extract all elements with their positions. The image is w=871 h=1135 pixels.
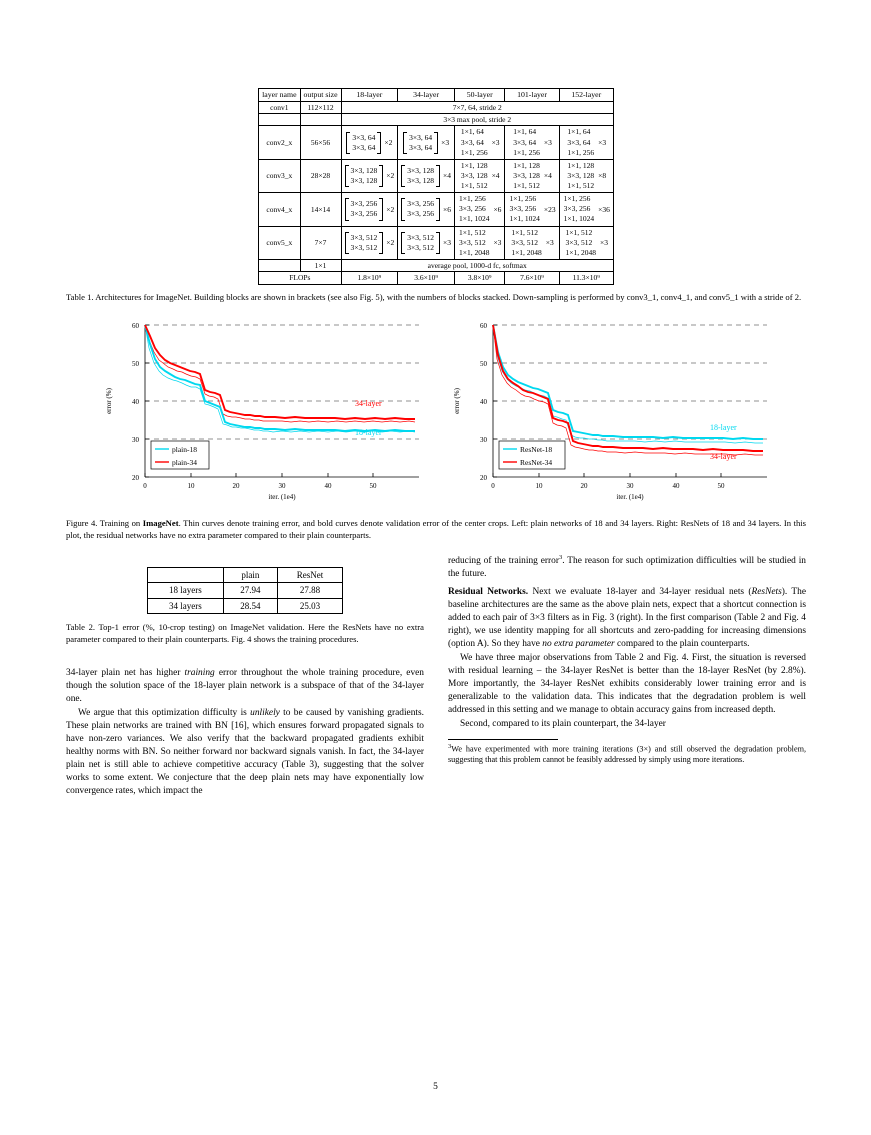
cell-layer-name: conv1 [259, 101, 300, 113]
cell-output-size: 56×56 [300, 126, 341, 159]
right-p2-part-c: compared to the plain counterparts. [614, 638, 750, 649]
two-column-body [66, 553, 806, 798]
col-header-18-layer: 18-layer [341, 89, 398, 102]
block-line: 1×1, 64 [567, 127, 591, 137]
svg-text:40: 40 [324, 482, 332, 491]
table-row-conv4 [259, 193, 614, 226]
block-multiplier: ×3 [493, 238, 502, 248]
table-2 [147, 567, 343, 614]
block-line: 3×3, 128 [567, 170, 595, 180]
block-line: 3×3, 128 [460, 170, 488, 180]
page-content [66, 88, 806, 798]
chart-plain-networks [97, 317, 427, 512]
left-p2-part-a: We argue that this optimization difficulty is [78, 707, 251, 718]
block-multiplier: ×4 [442, 171, 451, 181]
table-row-conv3 [259, 159, 614, 192]
annotation-34-layer: 34-layer [710, 452, 737, 462]
block-line: 3×3, 128 [513, 170, 540, 180]
svg-text:30: 30 [626, 482, 634, 491]
left-p1-part-b: error throughout the whole training procedure, even though the solution space of the 18-layer plain network is a subspace of that of the 34-layer one. [66, 668, 424, 704]
table-row [259, 89, 614, 102]
cell-block-101 [505, 126, 559, 159]
cell-maxpool-spec: 3×3 max pool, stride 2 [341, 114, 613, 126]
cell-flops-18: 1.8×10⁹ [341, 272, 398, 284]
block-line: 1×1, 64 [513, 127, 537, 137]
block-multiplier: ×2 [384, 137, 393, 147]
svg-text:30: 30 [278, 482, 286, 491]
block-line: 1×1, 128 [567, 160, 595, 170]
svg-text:50: 50 [132, 360, 139, 369]
block-line: 1×1, 512 [460, 181, 488, 191]
block-line: 3×3, 64 [460, 137, 484, 147]
cell-layer-name: conv5_x [259, 226, 300, 259]
cell-block-18 [341, 193, 398, 226]
block-multiplier: ×4 [491, 171, 500, 181]
cell-flops-label: FLOPs [259, 272, 341, 284]
cell-block-34 [398, 226, 455, 259]
block-multiplier: ×2 [386, 204, 395, 214]
cell-block-101 [505, 193, 559, 226]
cell-block-18 [341, 226, 398, 259]
block-multiplier: ×3 [543, 137, 552, 147]
block-line: 3×3, 256 [407, 209, 434, 219]
cell-plain-34: 28.54 [223, 598, 277, 613]
cell-flops-152: 11.3×10⁹ [559, 272, 613, 284]
page-number: 5 [433, 1082, 438, 1092]
right-paragraph-2 [448, 586, 806, 651]
block-line: 3×3, 128 [350, 176, 378, 186]
block-line: 3×3, 256 [407, 199, 434, 209]
block-multiplier: ×3 [441, 137, 450, 147]
cell-output-size: 14×14 [300, 193, 341, 226]
figure-4-caption-bold: ImageNet [142, 518, 179, 529]
block-multiplier: ×3 [598, 137, 607, 147]
block-line: 1×1, 1024 [563, 214, 595, 224]
cell-block-50 [454, 193, 504, 226]
block-line: 1×1, 512 [565, 227, 593, 237]
block-line: 1×1, 128 [513, 160, 540, 170]
svg-text:50: 50 [480, 360, 487, 369]
block-line: 3×3, 64 [567, 137, 591, 147]
block-line: 1×1, 256 [513, 147, 540, 157]
cell-conv1-spec: 7×7, 64, stride 2 [341, 101, 613, 113]
svg-text:40: 40 [132, 398, 139, 407]
block-line: 3×3, 64 [513, 137, 537, 147]
left-p1-italic: training [184, 668, 215, 679]
cell-block-50 [454, 159, 504, 192]
figure-4-caption [66, 518, 806, 541]
block-line: 1×1, 64 [460, 127, 484, 137]
table-row-conv5 [259, 226, 614, 259]
block-line: 3×3, 256 [509, 204, 537, 214]
row-label-34-layers: 34 layers [148, 598, 224, 613]
block-line: 1×1, 256 [509, 194, 537, 204]
block-multiplier: ×8 [598, 171, 607, 181]
cell-output-size: 7×7 [300, 226, 341, 259]
cell-resnet-34: 25.03 [277, 598, 342, 613]
block-line: 1×1, 512 [458, 227, 486, 237]
block-line: 1×1, 512 [567, 181, 595, 191]
right-p1-part-a: reducing of the training error [448, 556, 559, 567]
svg-text:error (%): error (%) [453, 388, 461, 415]
cell-block-152 [559, 226, 613, 259]
block-multiplier: ×3 [600, 238, 608, 248]
left-paragraph-2 [66, 707, 424, 798]
right-paragraph-3: We have three major observations from Table 2 and Fig. 4. First, the situation is reversed with residual learning – the 34-layer ResNet is better than the 18-layer ResNet (by 2.8%). More importantly, the 34-layer ResNet exhibits considerably lower training error and is generalizable to the validation data. This indicates that the degradation problem is well addressed in this setting and we manage to obtain accuracy gains from increased depth. [448, 652, 806, 715]
cell-block-34 [398, 159, 455, 192]
cell-empty-2 [300, 114, 341, 126]
chart-legend [151, 441, 209, 469]
cell-layer-name: conv2_x [259, 126, 300, 159]
section-heading-residual-networks: Residual Networks. [448, 587, 529, 598]
table-1-container [66, 88, 806, 285]
block-line: 1×1, 512 [513, 181, 540, 191]
right-p2-italic: ResNets [751, 587, 782, 598]
block-multiplier: ×2 [386, 171, 395, 181]
cell-layer-name: conv4_x [259, 193, 300, 226]
block-line: 1×1, 512 [511, 227, 539, 237]
cell-block-152 [559, 193, 613, 226]
chart-plain-svg [97, 317, 427, 512]
cell-empty-3 [259, 259, 300, 271]
svg-text:plain-34: plain-34 [172, 458, 197, 468]
architectures-table [258, 88, 614, 285]
chart-resnet-svg [445, 317, 775, 512]
table-1-caption: Table 1. Architectures for ImageNet. Building blocks are shown in brackets (see also Fig. 5), with the numbers of blocks stacked. Down-sampling is performed by conv3_1, conv4_1, and conv5_1 with a stride of 2. [66, 291, 802, 302]
block-line: 1×1, 256 [563, 194, 591, 204]
svg-text:iter. (1e4): iter. (1e4) [268, 493, 296, 502]
col-header-output-size: output size [300, 89, 341, 102]
block-multiplier: ×3 [545, 238, 554, 248]
block-line: 3×3, 512 [350, 242, 378, 252]
figure-4-caption-rest: . Thin curves denote training error, and bold curves denote validation error of the center crops. Left: plain networks of 18 and 34 layers. Right: ResNets of 18 and 34 layers. In this plot, the residual networks have no extra parameter compared to their plain counterparts. [66, 518, 806, 540]
block-multiplier: ×36 [598, 204, 610, 214]
cell-block-34 [398, 126, 455, 159]
svg-text:50: 50 [717, 482, 725, 491]
footnote-divider [448, 739, 558, 740]
cell-layer-name: conv3_x [259, 159, 300, 192]
svg-text:40: 40 [480, 398, 487, 407]
left-paragraph-1 [66, 667, 424, 706]
block-line: 1×1, 256 [458, 194, 486, 204]
block-line: 3×3, 256 [458, 204, 486, 214]
block-line: 3×3, 128 [407, 176, 434, 186]
col-header-resnet: ResNet [277, 568, 342, 583]
col-header-152-layer: 152-layer [559, 89, 613, 102]
cell-block-34 [398, 193, 455, 226]
cell-block-152 [559, 126, 613, 159]
block-line: 3×3, 128 [407, 165, 434, 175]
cell-flops-50: 3.8×10⁹ [454, 272, 504, 284]
block-line: 1×1, 1024 [458, 214, 490, 224]
col-header-34-layer: 34-layer [398, 89, 455, 102]
cell-block-18 [341, 126, 398, 159]
right-paragraph-1 [448, 553, 806, 581]
cell-plain-18: 27.94 [223, 583, 277, 598]
block-multiplier: ×2 [386, 238, 395, 248]
left-column [66, 553, 424, 798]
chart-legend [499, 441, 565, 469]
right-paragraph-4: Second, compared to its plain counterpart, the 34-layer [460, 718, 666, 729]
svg-text:20: 20 [232, 482, 240, 491]
block-line: 3×3, 128 [350, 165, 378, 175]
col-header-blank [148, 568, 224, 583]
block-line: 1×1, 128 [460, 160, 488, 170]
block-multiplier: ×6 [493, 204, 502, 214]
table-row-maxpool [259, 114, 614, 126]
cell-output-size: 112×112 [300, 101, 341, 113]
block-line: 3×3, 256 [350, 199, 378, 209]
svg-text:60: 60 [132, 322, 139, 331]
footnote-marker: 3 [558, 554, 563, 561]
col-header-plain: plain [223, 568, 277, 583]
svg-text:30: 30 [480, 436, 487, 445]
block-line: 1×1, 2048 [511, 247, 542, 257]
table-row [148, 583, 343, 598]
footnote-number: 3 [448, 742, 452, 750]
svg-text:0: 0 [491, 482, 495, 491]
right-p2-part-b: ). The baseline architectures are the same as the above plain nets, expect that a shortcut connection is added to each pair of 3×3 filters as in Fig. 3 (right). In the first comparison (Table 2 and Fig. 4 right), we use identity mapping for all shortcuts and zero-padding for increasing dimensions (option A). So they have [448, 587, 806, 649]
block-line: 3×3, 64 [352, 132, 376, 142]
annotation-18-layer: 18-layer [355, 428, 382, 438]
cell-block-50 [454, 226, 504, 259]
chart-residual-networks [445, 317, 775, 512]
figure-4-caption-prefix: Figure 4. Training on [66, 518, 143, 529]
annotation-18-layer: 18-layer [710, 423, 737, 433]
svg-text:20: 20 [132, 474, 139, 483]
cell-block-50 [454, 126, 504, 159]
svg-text:30: 30 [132, 436, 139, 445]
block-line: 1×1, 256 [460, 147, 488, 157]
block-line: 3×3, 512 [458, 237, 486, 247]
block-line: 3×3, 64 [352, 142, 376, 152]
footnote-text [448, 743, 806, 766]
block-multiplier: ×6 [442, 204, 451, 214]
svg-text:ResNet-34: ResNet-34 [520, 458, 553, 468]
annotation-34-layer: 34-layer [355, 399, 382, 409]
block-line: 3×3, 512 [407, 242, 434, 252]
right-column [448, 553, 806, 798]
cell-output-size: 28×28 [300, 159, 341, 192]
col-header-101-layer: 101-layer [505, 89, 559, 102]
block-multiplier: ×3 [491, 137, 500, 147]
table-row-conv1 [259, 101, 614, 113]
svg-text:10: 10 [535, 482, 543, 491]
cell-block-101 [505, 159, 559, 192]
left-p2-part-b: to be caused by vanishing gradients. These plain networks are trained with BN [16], which ensures forward propagated signals to have non-zero variances. We also verify that the backward propagated gradients exhibit healthy norms with BN. So neither forward nor backward signals vanish. In fact, the 34-layer plain net is still able to achieve competitive accuracy (Table 3), suggesting that the solver works to some extent. We conjecture that the deep plain nets may have exponentially low convergence rates, which impact the [66, 707, 424, 796]
right-p1-part-b: . The reason for such optimization difficulties will be studied in the future. [448, 556, 806, 580]
svg-text:20: 20 [580, 482, 588, 491]
block-line: 3×3, 64 [409, 142, 433, 152]
block-multiplier: ×3 [442, 238, 451, 248]
col-header-layer-name: layer name [259, 89, 300, 102]
cell-output-size: 1×1 [300, 259, 341, 271]
left-p2-italic: unlikely [250, 707, 280, 718]
cell-resnet-18: 27.88 [277, 583, 342, 598]
svg-text:plain-18: plain-18 [172, 445, 197, 455]
block-line: 3×3, 256 [350, 209, 378, 219]
svg-text:60: 60 [480, 322, 487, 331]
svg-text:0: 0 [143, 482, 147, 491]
cell-pool-spec: average pool, 1000-d fc, softmax [341, 259, 613, 271]
block-line: 3×3, 512 [350, 232, 378, 242]
block-line: 1×1, 256 [567, 147, 595, 157]
row-label-18-layers: 18 layers [148, 583, 224, 598]
cell-flops-101: 7.6×10⁹ [505, 272, 559, 284]
table-2-caption: Table 2. Top-1 error (%, 10-crop testing) on ImageNet validation. Here the ResNets have no extra parameter compared to their plain counterparts. Fig. 4 shows the training procedures. [66, 622, 424, 644]
svg-text:40: 40 [672, 482, 680, 491]
svg-text:ResNet-18: ResNet-18 [520, 445, 553, 455]
block-multiplier: ×23 [543, 204, 556, 214]
right-p2-part-a: Next we evaluate 18-layer and 34-layer residual nets ( [528, 587, 752, 598]
cell-block-152 [559, 159, 613, 192]
block-line: 3×3, 512 [407, 232, 434, 242]
block-line: 3×3, 256 [563, 204, 591, 214]
block-multiplier: ×4 [543, 171, 552, 181]
cell-block-18 [341, 159, 398, 192]
figure-4-container [66, 317, 806, 512]
table-row-flops [259, 272, 614, 284]
block-line: 3×3, 512 [511, 237, 539, 247]
cell-empty-1 [259, 114, 300, 126]
table-row-conv2 [259, 126, 614, 159]
footnote-body: We have experimented with more training iterations (3×) and still observed the degradation problem, suggesting that this problem cannot be feasibly addressed by simply using more iterations. [448, 744, 806, 765]
svg-text:iter. (1e4): iter. (1e4) [616, 493, 644, 502]
svg-text:error (%): error (%) [105, 388, 113, 415]
block-line: 1×1, 2048 [458, 247, 490, 257]
table-row [148, 598, 343, 613]
svg-text:50: 50 [369, 482, 377, 491]
block-line: 3×3, 64 [409, 132, 433, 142]
left-p1-part-a: 34-layer plain net has higher [66, 668, 185, 679]
cell-block-101 [505, 226, 559, 259]
block-line: 1×1, 2048 [565, 247, 597, 257]
svg-text:20: 20 [480, 474, 487, 483]
svg-text:10: 10 [187, 482, 195, 491]
table-row [148, 568, 343, 583]
right-p2-italic-2: no extra parameter [542, 638, 615, 649]
block-line: 1×1, 1024 [509, 214, 540, 224]
block-line: 3×3, 512 [565, 237, 593, 247]
table-row-pool [259, 259, 614, 271]
cell-flops-34: 3.6×10⁹ [398, 272, 455, 284]
col-header-50-layer: 50-layer [454, 89, 504, 102]
